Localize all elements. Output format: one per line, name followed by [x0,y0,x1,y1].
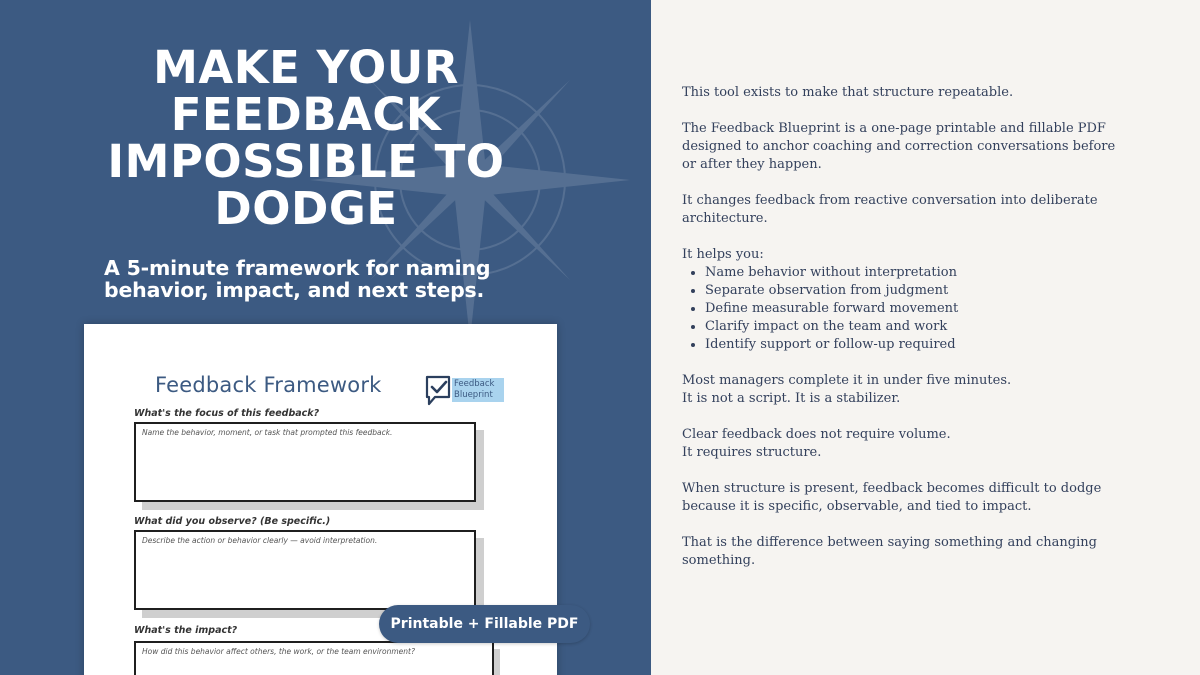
description-paragraph: That is the difference between saying something and changing something. [682,535,1097,568]
description-paragraph: The Feedback Blueprint is a one-page printable and fillable PDF designed to anchor coaching and correction conversations before or after they happen. [682,121,1116,172]
impact-field-placeholder: How did this behavior affect others, the work, or the team environment? [142,647,415,656]
checkbox-speech-bubble-icon [425,375,453,407]
list-item: • Define measurable forward movement [705,300,1122,318]
description-line: Most managers complete it in under five minutes. [682,373,1012,388]
hero-headline: MAKE YOUR FEEDBACK IMPOSSIBLE TO DODGE [107,41,505,235]
benefits-list [682,264,1122,354]
list-item: • Clarify impact on the team and work [705,318,1122,336]
focus-field-placeholder: Name the behavior, moment, or task that prompted this feedback. [142,428,393,437]
observation-field-placeholder: Describe the action or behavior clearly — avoid interpretation. [142,536,378,545]
description-paragraph: It changes feedback from reactive conversation into deliberate architecture. [682,193,1098,226]
hero-subheadline: A 5-minute framework for naming behavior, impact, and next steps. [104,256,491,302]
description-paragraph [682,426,1122,462]
description-line: It is not a script. It is a stabilizer. [682,391,901,406]
format-badge: Printable + Fillable PDF [379,605,590,643]
description-paragraph: When structure is present, feedback becomes difficult to dodge because it is specific, observable, and tied to impact. [682,481,1102,514]
list-item: • Name behavior without interpretation [705,264,1122,282]
description-paragraph [682,372,1122,408]
field-question: What's the impact? [134,625,238,636]
list-item: • Separate observation from judgment [705,282,1122,300]
focus-field[interactable] [134,422,476,502]
description-line: It requires structure. [682,445,822,460]
logo-label: Feedback Blueprint [452,378,504,402]
list-intro: It helps you: [682,247,764,262]
description-line: Clear feedback does not require volume. [682,427,951,442]
document-title: Feedback Framework [155,373,382,397]
field-question: What did you observe? (Be specific.) [134,516,331,527]
list-item: • Identify support or follow-up required [705,336,1122,354]
description-panel [682,84,1122,588]
observation-field[interactable] [134,530,476,610]
description-paragraph: This tool exists to make that structure repeatable. [682,85,1014,100]
impact-field[interactable] [134,641,494,675]
field-question: What's the focus of this feedback? [134,408,320,419]
